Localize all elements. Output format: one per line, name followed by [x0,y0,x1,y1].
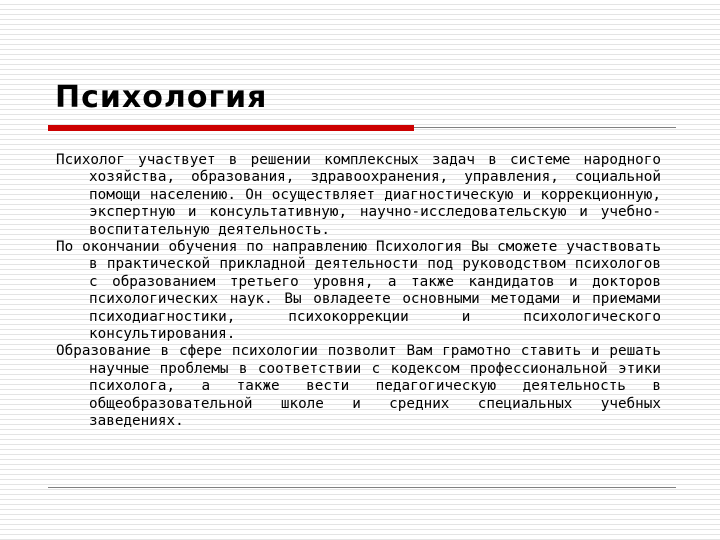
slide-body [56,152,661,431]
slide-title: Психология [55,80,268,115]
body-paragraph-2: По окончании обучения по направлению Психология Вы сможете участвовать в практической прикладной деятельности под руководством психологов с образованием третьего уровня, а также кандидатов и докторов психологических наук. Вы овладеете основными методами и приемами психодиагностики, психокоррекции и психологического консультирования. [56,239,661,343]
body-paragraph-1: Психолог участвует в решении комплексных задач в системе народного хозяйства, образования, здравоохранения, управления, социальной помощи населению. Он осуществляет диагностическую и коррекционную, экспертную и консультативную, научно-исследовательскую и учебно-воспитательную деятельность. [56,152,661,238]
body-paragraph-3: Образование в сфере психологии позволит Вам грамотно ставить и решать научные проблемы в соответствии с кодексом профессиональной этики психолога, а также вести педагогическую деятельность в общеобразовательной школе и средних специальных учебных заведениях. [56,343,661,430]
footer-rule [48,487,676,488]
title-accent-bar [48,125,414,131]
